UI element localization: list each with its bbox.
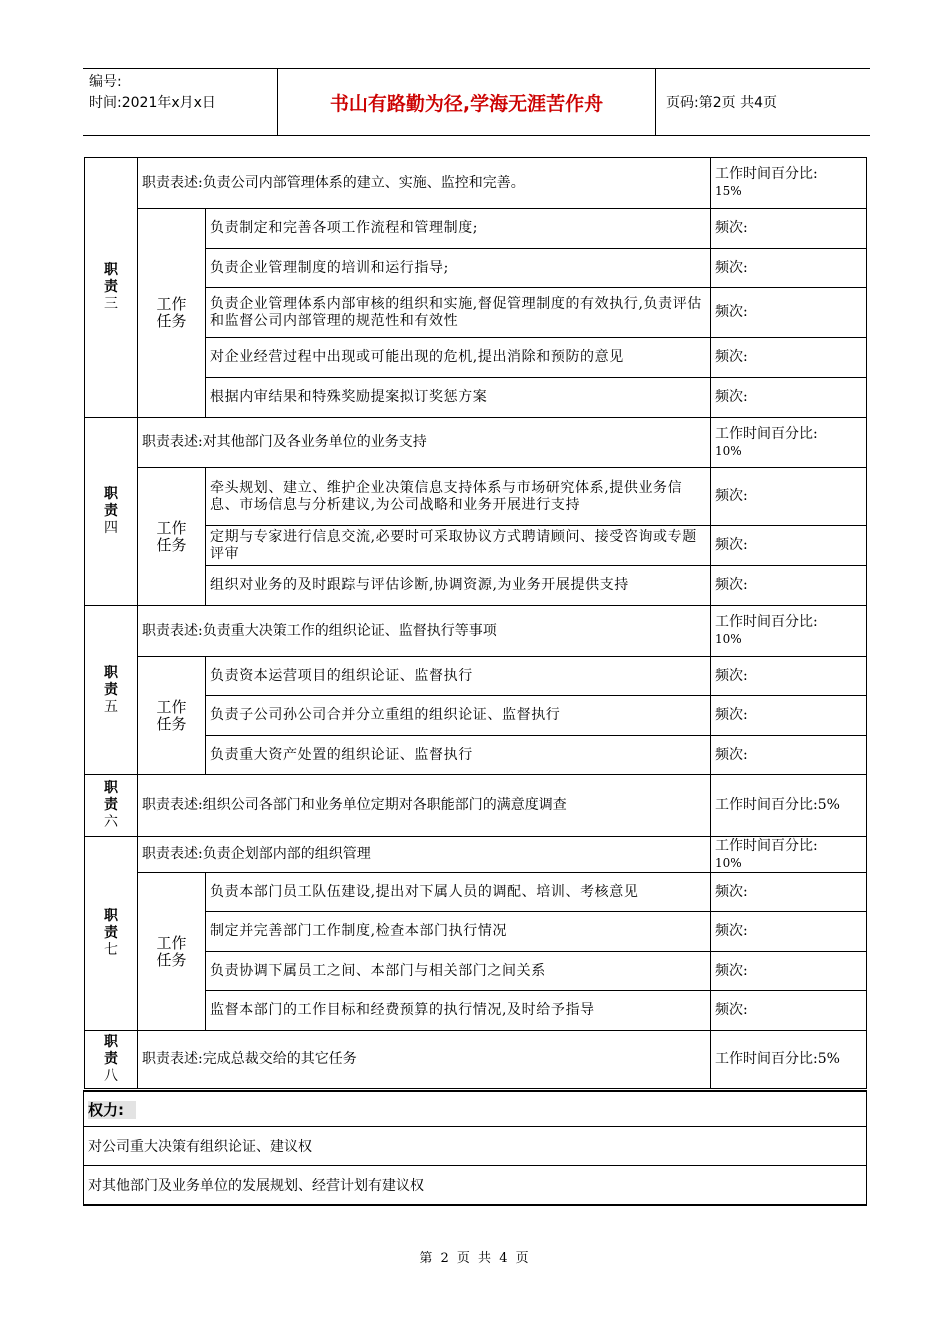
- duty8-label-char2: 责: [104, 1051, 118, 1067]
- duty3-pct-label: 工作时间百分比:: [715, 166, 818, 182]
- duty6-row: [85, 775, 867, 837]
- task-label-line2: 任务: [156, 714, 187, 733]
- task-label-line2: 任务: [156, 312, 187, 330]
- task-label-line1: 工作: [156, 518, 187, 537]
- duty8-description: 职责表述:完成总裁交给的其它任务: [138, 1031, 711, 1089]
- duty6-description: 职责表述:组织公司各部门和业务单位定期对各职能部门的满意度调查: [138, 775, 711, 837]
- duty5-label-char2: 责: [104, 681, 118, 698]
- duty6-label-char1: 职: [104, 780, 118, 796]
- duty5-label-char3: 五: [104, 698, 118, 715]
- duty4-pct-label: 工作时间百分比:: [715, 425, 818, 442]
- duty4-desc-row: [85, 418, 867, 468]
- duty4-pct-value: 10%: [715, 443, 742, 458]
- duty7-pct-label: 工作时间百分比:: [715, 837, 818, 854]
- power-title-cell: [84, 1091, 867, 1127]
- duty3-pct-value: 15%: [715, 184, 742, 198]
- frequency-label: 频次:: [711, 209, 867, 249]
- duty7-task-4: 监督本部门的工作目标和经费预算的执行情况,及时给予指导: [206, 991, 711, 1031]
- duty8-label-char3: 八: [104, 1068, 118, 1084]
- duty3-task-4: 对企业经营过程中出现或可能出现的危机,提出消除和预防的意见: [206, 338, 711, 378]
- duty4-task-1: 牵头规划、建立、维护企业决策信息支持体系与市场研究体系,提供业务信息、市场信息与分析建议,为公司战略和业务开展进行支持: [206, 468, 711, 526]
- header-motto: 书山有路勤为径,学海无涯苦作舟: [278, 69, 656, 135]
- duty7-description: 职责表述:负责企划部内部的组织管理: [138, 837, 711, 873]
- frequency-label: 频次:: [711, 912, 867, 952]
- power-title: 权力:: [88, 1101, 136, 1119]
- frequency-label: 频次:: [711, 873, 867, 912]
- duty3-description: 职责表述:负责公司内部管理体系的建立、实施、监控和完善。: [138, 158, 711, 209]
- duty5-label-char1: 职: [104, 664, 118, 681]
- duty7-label: [85, 837, 138, 1031]
- table-row: [85, 468, 867, 526]
- duty4-label: [85, 418, 138, 606]
- frequency-label: 频次:: [711, 288, 867, 338]
- duty5-description: 职责表述:负责重大决策工作的组织论证、监督执行等事项: [138, 606, 711, 657]
- task-label-line2: 任务: [156, 535, 187, 554]
- duty5-task-label: [138, 657, 206, 775]
- duty3-time-percent: [711, 158, 867, 209]
- duty7-time-percent: [711, 837, 867, 873]
- task-label-line1: 工作: [156, 697, 187, 716]
- duty3-desc-row: [85, 158, 867, 209]
- duty7-task-2: 制定并完善部门工作制度,检查本部门执行情况: [206, 912, 711, 952]
- frequency-label: 频次:: [711, 696, 867, 736]
- duty7-task-1: 负责本部门员工队伍建设,提出对下属人员的调配、培训、考核意见: [206, 873, 711, 912]
- list-item: [84, 1127, 867, 1166]
- duty4-task-3: 组织对业务的及时跟踪与评估诊断,协调资源,为业务开展提供支持: [206, 566, 711, 606]
- power-title-row: [84, 1091, 867, 1127]
- duty7-label-char1: 职: [104, 908, 118, 924]
- duty4-task-label: [138, 468, 206, 606]
- duty5-time-percent: [711, 606, 867, 657]
- duty8-label-char1: 职: [104, 1034, 118, 1050]
- duty7-pct-value: 10%: [715, 855, 742, 870]
- duty6-label-char3: 六: [104, 814, 118, 830]
- table-row: [85, 657, 867, 696]
- duty3-label: [85, 158, 138, 418]
- document-time: 时间:2021年x月x日: [89, 95, 216, 111]
- frequency-label: 频次:: [711, 526, 867, 566]
- power-item-1: 对公司重大决策有组织论证、建议权: [84, 1127, 867, 1166]
- duty6-label: [85, 775, 138, 837]
- duty4-label-char3: 四: [104, 520, 118, 536]
- frequency-label: 频次:: [711, 736, 867, 775]
- duty3-label-char3: 三: [104, 296, 118, 312]
- duty4-label-char1: 职: [104, 486, 118, 502]
- frequency-label: 频次:: [711, 378, 867, 418]
- duty8-row: [85, 1031, 867, 1089]
- duty3-task-3: 负责企业管理体系内部审核的组织和实施,督促管理制度的有效执行,负责评估和监督公司内部管理的规范性和有效性: [206, 288, 711, 338]
- header-meta: [83, 69, 278, 135]
- frequency-label: 频次:: [711, 338, 867, 378]
- duty5-pct-value: 10%: [715, 632, 742, 646]
- duty4-task-2: 定期与专家进行信息交流,必要时可采取协议方式聘请顾问、接受咨询或专题评审: [206, 526, 711, 566]
- duty3-label-char1: 职: [104, 262, 118, 278]
- frequency-label: 频次:: [711, 566, 867, 606]
- duty4-description: 职责表述:对其他部门及各业务单位的业务支持: [138, 418, 711, 468]
- duty3-task-1: 负责制定和完善各项工作流程和管理制度;: [206, 209, 711, 249]
- duty5-pct-label: 工作时间百分比:: [715, 614, 818, 630]
- duty3-label-char2: 责: [104, 279, 118, 295]
- duty5-label: [85, 606, 138, 775]
- power-item-2: 对其他部门及业务单位的发展规划、经营计划有建议权: [84, 1166, 867, 1206]
- frequency-label: 频次:: [711, 249, 867, 288]
- duty3-task-label: [138, 209, 206, 418]
- duty7-task-3: 负责协调下属员工之间、本部门与相关部门之间关系: [206, 952, 711, 991]
- duty5-desc-row: [85, 606, 867, 657]
- frequency-label: 频次:: [711, 991, 867, 1031]
- document-number-label: 编号:: [89, 74, 122, 90]
- table-row: [85, 873, 867, 912]
- power-table: [83, 1090, 867, 1206]
- task-label-line2: 任务: [156, 950, 187, 969]
- frequency-label: 频次:: [711, 657, 867, 696]
- list-item: [84, 1166, 867, 1206]
- duty6-time-percent: 工作时间百分比:5%: [711, 775, 867, 837]
- task-label-line1: 工作: [156, 295, 187, 313]
- table-row: [85, 209, 867, 249]
- duties-table: [84, 157, 867, 1089]
- header-page-info: 页码:第2页 共4页: [666, 95, 777, 111]
- duty5-task-3: 负责重大资产处置的组织论证、监督执行: [206, 736, 711, 775]
- duty3-task-2: 负责企业管理制度的培训和运行指导;: [206, 249, 711, 288]
- duty4-label-char2: 责: [104, 503, 118, 519]
- duty8-label: [85, 1031, 138, 1089]
- duty5-task-1: 负责资本运营项目的组织论证、监督执行: [206, 657, 711, 696]
- duty7-label-char3: 七: [104, 942, 118, 958]
- page-header: [83, 68, 870, 136]
- duty7-desc-row: [85, 837, 867, 873]
- duty8-time-percent: 工作时间百分比:5%: [711, 1031, 867, 1089]
- page-footer: 第 2 页 共 4 页: [419, 1251, 531, 1266]
- duty7-task-label: [138, 873, 206, 1031]
- duty5-task-2: 负责子公司孙公司合并分立重组的组织论证、监督执行: [206, 696, 711, 736]
- task-label-line1: 工作: [156, 933, 187, 952]
- duty3-task-5: 根据内审结果和特殊奖励提案拟订奖惩方案: [206, 378, 711, 418]
- frequency-label: 频次:: [711, 468, 867, 526]
- frequency-label: 频次:: [711, 952, 867, 991]
- duty6-label-char2: 责: [104, 797, 118, 813]
- duty7-label-char2: 责: [104, 925, 118, 941]
- duty4-time-percent: [711, 418, 867, 468]
